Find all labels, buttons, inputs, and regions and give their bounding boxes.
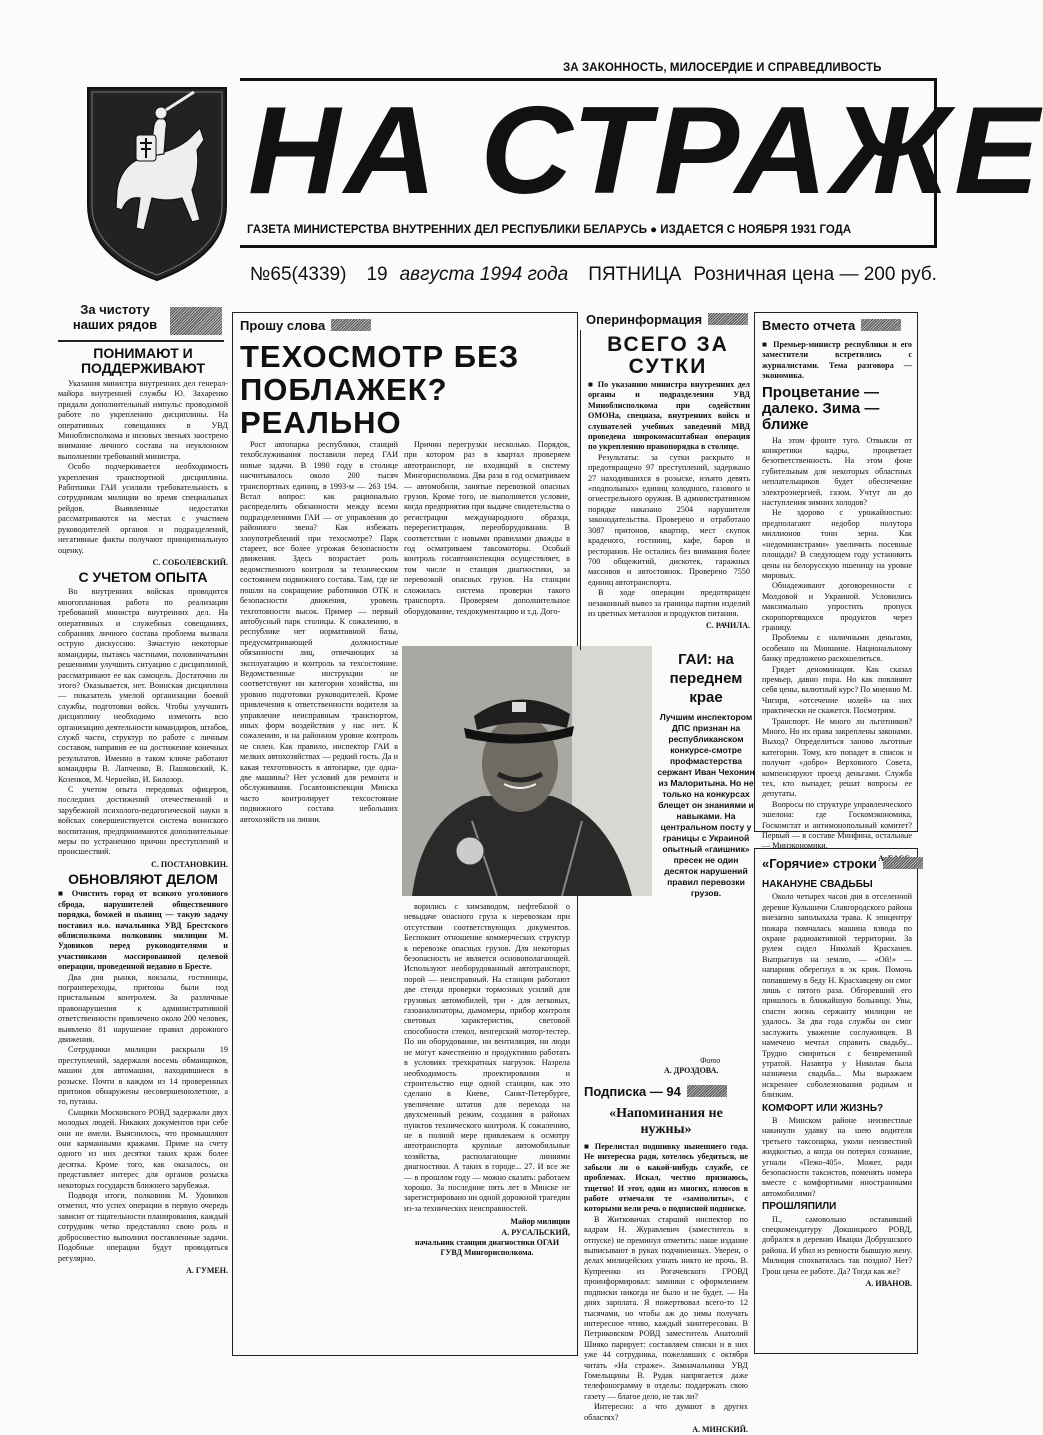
issue-number: №65(4339): [250, 264, 347, 285]
pahonia-emblem-icon: [82, 80, 232, 285]
main-sig-pos: начальник станции диагностики ОГАИ ГУВД Мингорисполкома.: [414, 1238, 560, 1258]
col1-a3-sig: А. ГУМЕН.: [186, 1265, 228, 1275]
coat-of-arms: [82, 80, 232, 285]
col1-a3-p1: Два дня рынки, вокзалы, гостиницы, погранпереходы, притоны были под пристальным контролем. За различные правонарушения к административной ответственности привлечено около 200 человек, выявлено 81 нарушение правил дорожного движения.: [58, 972, 228, 1044]
issue-weekday: ПЯТНИЦА: [588, 264, 682, 285]
main-col3a-text: Причин перегрузки несколько. Порядок, при котором раз в квартал проверяем автотранспорт, не входящий в систему Мингорисполкома. Два раза в год осматриваем — автомобили, занятые перевозкой опасных грузов. Кроме того, не выполняется условие, когда предприятия при выдаче свидетельства о регистрации международного образца, перерегистрация, переоборудовании. В соответствии с новыми правилами дважды в год осматриваем таксомоторы. Особый контроль госавтоинспекция осуществляет, в том числе и станция диагностики, за перевозкой опасных грузов. На станции сложилась система проверки такого транспорта. Проверяем дополнительное оборудование, техдокументацию и т.д. Дого-: [404, 440, 570, 616]
goryachie-sig: А. ИВАНОВ.: [865, 1279, 912, 1289]
goryachie-t3: П., самовольно оставивший спецкомендатуру Докшицкого РОВД, добрался в деревню Ивацки Добрушского района. И убил из ревности бывшую жену. Милиция спохватилась так поздно? Нет? Грош цена ее работе. Да? Тогда как же?: [762, 1214, 912, 1276]
col1-a1-sig: С. СОБОЛЕВСКИЙ.: [152, 557, 228, 567]
photo-caption-title: ГАИ: на переднем крае: [669, 651, 743, 706]
podpiska-lead: ■ Перелистал подшивку нынешнего года. Не интересна ради, хотелось убедиться, не забыли ли о какой-нибудь службе, се проблемах. Искал, честно признаюсь, тщетно! И этот, один из многих, плюсов в работе отмечали те «замполиты», с которыми вели речь о подписной подписке.: [584, 1142, 748, 1215]
main-sig-role: Майор милиции: [510, 1217, 570, 1227]
main-col3b: [404, 902, 570, 1350]
goryachie-t1: Около четырех часов дня в отселенной деревне Кульшичи Славгородского района внезапно заполыхала трава. К эпицентру пожара помчалась машина взвода по охране радиоактивной территории. За рулем сидел Николай Красханев. Выпрыгнув на землю, — «Ой!» — напарник оберегнул в эк крик. Помочь попавшему в беду Н. Красхавцеву он смог лишь с пятого раза. Обгоревший его пришлось в ближайшую больницу. Увы, спасти жизнь сержанту милиции не удалось. За два года службы он смог заслужить уважение сослуживцев. В намечено мечтал справить свадьбу... Трудно смириться с безвременной утратой. Назавтра у Николая была назначена свадьба... Мы выражаем искреннее соболезнования родным и близким.: [762, 892, 912, 1100]
photo-credit: А. ДРОЗДОВА.: [664, 1066, 719, 1075]
oper-headline: ВСЕГО ЗА СУТКИ: [607, 333, 729, 378]
podpiska-p1: В Житковичах старший инспектор по кадрам Н. Журавлевич (заместитель в отпуске) не преминул отметить: наше издание выписывают в руках подчиненных. Уверен, о делах милицейских узнать никто не прочь. В. Купреенко из Рогачевского ГРОВД проинформировал: заминки с оформлением подписки никогда не было и не будет. — На днях зарплата. Я пожертвовал всего-то 12 тысячами, но чтобы аж до зимы получать интересное чтиво, каждый заинтересован. В Петриковском РОВД заместитель Анатолий Шияко парирует: составляем списки и в них уже 44 сотрудника, пожелавших с октября читать «На страже». Замначальника УВД Гомельщины В. Рудак напрягается даже телефонограмму в отделы: поддержать свою газету — благое дело, не так ли?: [584, 1214, 748, 1401]
col1-a2-p2: С учетом опыта передовых офицеров, последних достижений отечественной и зарубежной психолого-педагогической науки в войсках совершенствуется система воинского воспитания, предпринимаются дополнительные меры по устранению причин преступлений и происшествий.: [58, 785, 228, 857]
goryachie-body: [762, 880, 912, 1348]
podpiska-p2: Интересно: а что думают в других областях?: [584, 1402, 748, 1422]
col1-a2-sig: С. ПОСТАНОВКИН.: [151, 859, 228, 869]
vmesto-p4: Проблемы с наличными деньгами, особенно на Миншине. Национальному банку предложено раскошелиться.: [762, 633, 912, 664]
main-col3b-text: ворились с химзаводом, нефтебазой о невыдаче опасного груза к неревозкам при отсутствии соответствующих документов. Беспокоит отношение коммерческих структур к перевозке опасных грузов. Для некоторых безопасность не является основополагающей. Используют необорудованный автотранспорт, порой — неисправный. На станции работают две стенда проверки тормозных усилий для грузовых автомобилей, три - для легковых, газоанализаторы, дымомеры, прибор контроля световых характеристик, световой способности стекол, венгерский мотор-тестер. По ни оборудование, ни вентиляция, ни люди не могут качественно и продуктивно работать в условиях трехкратных нагрузок. Назрела необходимость проектирования и строительство еще одной станции, как это сделано в Киеве, Санкт-Петербурге, увеличение штатов для перехода на двухсменный режим, создания в районах пунктов технического контроля. К сожалению, не в полной мере привлекаем к осмотру автотранспорта крупные автомобильные хозяйства, располагающие линиями диагностики. А таких в городе... 27. И все же — в прошлом году — можно сказать: работаем хорошо. За последние пять лет в Минске не зарегистрировано ни одной дорожной трагедии из-за технических неисправностей.: [404, 902, 570, 1213]
goryachie-h3: ПРОШЛЯПИЛИ: [762, 1201, 837, 1213]
inspector-photo: [402, 646, 652, 896]
issue-day: 19: [366, 264, 388, 285]
vmesto-p6: Транспорт. Не много ли льготников? Много. Но их права закреплены законами. Выход? Определиться заново льготные категории. Тому, кто попадет в список и получит «добро» Верховного Совета, компенсируют проезд деньгами. Служба тех, кто выпадет, решат вопросы ее депутаты.: [762, 716, 912, 799]
masthead-subtitle: ГАЗЕТА МИНИСТЕРСТВА ВНУТРЕННИХ ДЕЛ РЕСПУБЛИКИ БЕЛАРУСЬ ● ИЗДАЕТСЯ С НОЯБРЯ 1931 ГОДА: [247, 224, 852, 236]
main-col1: [240, 440, 398, 1350]
col1-a3-title: ОБНОВЛЯЮТ ДЕЛОМ: [68, 871, 218, 888]
goryachie-rubric: «Горячие» строки: [762, 856, 923, 871]
vmesto-lead: ■ Премьер-министр республики и его заместители встретились с журналистами. Тема разговора — экономика.: [762, 340, 912, 382]
podpiska-sig: А. МИНСКИЙ.: [692, 1424, 748, 1434]
issue-price: Розничная цена — 200 руб.: [693, 264, 937, 285]
col1-a3-p2: Сотрудники милиции раскрыли 19 преступлений, задержали восемь обманщиков, машин для автомашин, находившиеся в розыске. Почти в каждом из 14 проверенных притонов обнаружены несовершеннолетние, а то, путаны.: [58, 1045, 228, 1107]
podpiska-body: [584, 1142, 748, 1434]
oper-p2: В ходе операции предотвращен незаконный вывоз за границы партии изделий из цветных металлов и продуктов питания.: [588, 588, 750, 618]
col1-top-rule: [58, 340, 224, 342]
issue-line: [250, 264, 937, 286]
col1-a1-title: ПОНИМАЮТ И ПОДДЕРЖИВАЮТ: [80, 345, 206, 376]
vmesto-body: [762, 340, 912, 863]
vmesto-p2: Не здорово с урожайностью: предполагают недобор полутора миллионов тонн зерна. Как «недоминистрами» увеличить посевные площади? В следующем году установить цены на белорусскую пшеницу на уровне мировых.: [762, 508, 912, 580]
col1-a3-p4: Подводя итоги, полковник М. Удовиков отметил, что успех операции в первую очередь зависит от тщательности планирования, каждый сотрудник четко представлял свою роль и добросовестно выполнил поставленные задачи. Подобные операции будут проводиться регулярно.: [58, 1191, 228, 1263]
newspaper-title: НА СТРАЖЕ: [248, 82, 1043, 220]
vmesto-p5: Грядет деноминация. Как сказал премьер, давно пора. Но как повлияют себя цены, валютный курс? По мнению М. Чигиря, «отсечение нолей» на них практически не скажется. Посмотрим.: [762, 664, 912, 716]
col1-body: [58, 346, 228, 1366]
photo-caption-text: Лучшим инспектором ДПС признан на республиканском конкурсе-смотре профмастерства сержант Иван Чехонин из Малоритына. Но не только на конкурсах блещет он знаниями и навыками. На центральном посту у границы с Украиной опытный «гаишник» пресек не один десяток нарушений правил перевозки грузов.: [657, 712, 755, 898]
vmesto-p3: Обнадеживают договоренности с Молдовой и Украиной. Условились максимально упростить пропуск скоропортящихся продуктов через границу.: [762, 581, 912, 632]
goryachie-t2: В Минском районе неизвестные накинули удавку на шею водителя третьего таксопарка, уколи неизвестной жидкостью, а когда он потерял сознание, угнали «Пежо-405». Может, ради безопасности таксистов, поменять номера вместе с комфортными иностранными автомобилями?: [762, 1115, 912, 1198]
issue-date: августа 1994 года: [399, 264, 569, 285]
vmesto-sig: А. БАСС.: [878, 853, 912, 863]
oper-body: [588, 380, 750, 676]
col1-a1-p2: Особо подчеркивается необходимость укрепления транспортной дисциплины. Работники ГАИ усилили требовательность к сотрудникам милиции во время специальных рейдов. Выявленные недостатки рассматриваются на местах с участием руководителей органов и подразделений, негативные факты получают принципиальную оценку.: [58, 462, 228, 555]
masthead-bottom-rule: [240, 245, 937, 248]
photo-credit-label: Фото: [700, 1056, 721, 1065]
podpiska-rubric: Подписка — 94: [584, 1084, 727, 1099]
vmesto-p1: На этом фронте туго. Отвыкли от конкретики кадры, процветает безответственность. На этом фоне губительным для некоторых областных неплательщиков будет обеспечение электроэнергией, газом. Учтут ли до наступления зимних холодов?: [762, 435, 912, 508]
inspector-portrait-icon: [402, 646, 652, 896]
main-rubric: Прошу слова: [240, 318, 371, 333]
main-headline: ТЕХОСМОТР БЕЗ ПОБЛАЖЕК? РЕАЛЬНО: [240, 339, 520, 440]
col1-rubric-hatch: [170, 307, 222, 335]
vmesto-p7: Вопросы по структуре управленческого эшелона: где Госкомэкономика, Госкомстат и антимонопольный комитет? Первый — в составе Минфина, остальные — Минэкономики.: [762, 799, 912, 851]
vmesto-rubric: Вместо отчета: [762, 318, 901, 333]
goryachie-h1: НАКАНУНЕ СВАДЬБЫ: [762, 879, 873, 890]
col1-a1-p1: Указания министра внутренних дел генерал-майора внутренней службы Ю. Захаренко придали дополнительный импульс проводимой работе по укреплению дисциплины. На оперативных совещаниях в УВД Миноблисполкома и низовых звеньях заострено внимание личного состава на неуклонном выполнении требований министра.: [58, 379, 228, 461]
main-col1-text: Рост автопарка республики, станций техобслуживания поставили перед ГАИ новые задачи. В 1990 году в столице насчитывалось около 200 тысяч транспортных единиц, в 1993-м — 263 194. Встал вопрос: как рационально распределить обязанности между всеми подразделениями ГАИ — от управления до районного звена? Как избежать злоупотреблений при техосмотре? Парк стареет, все более угрожая безопасности движения. Здесь возрастает роль ведомственного контроля за техническим состоянием подвижного состава. Там, где не пошли на сокращение работников ОТК и безопасности движения, уровень техготовности высок. Пример — первый автобусный парк столицы. К сожалению, в республике нет нормативной базы, предусматривающей должностные обязанности лиц, отвечающих за эксплуатацию и контроль за техсостояние. Ведомственные инструкции не соответствуют ни категории хозяйства, ни уровню подготовки руководителей. Кроме привлечения к ответственности водителя за управление неисправным транспортом, иных форм воздействия у нас нет. К сожалению, и на районном уровне контроль не силен. Как правило, инспектор ГАИ в мелких автохозяйствах — редкий гость. Да и какая техготовность в автопарке, где одна-две машины? Нет условий для ремонта и обслуживания. Госавтоинспекция Минска часто контролирует техсостояние подвижного состава небольших автохозяйств на линии.: [240, 440, 398, 824]
col1-a2-p1: Во внутренних войсках проводится многоплановая работа по реализации требований министра внутренних дел. На оперативных и служебных совещаниях, собраниях личного состава проблема вызвала острую дискуссию. Зачастую некоторые командиры, пытаясь частными, половинчатыми решениями улучшить ситуацию с дисциплиной, рассматривают ее как самоцель. Достаточно ли этого? Оказывается, нет. Воинская дисциплина — показатель умелой организации боевой службы, подготовки войск. Чтобы улучшить дисциплину необходимо изменить всю организацию деятельности командиров, штабов, служб части, структур по работе с личным составом, направив ее на достижение конечных результатов. Именно в таком ключе работают командиры В. Лапченко, В. Пашковский, К. Козенков, М. Чернейко, И. Билозор.: [58, 587, 228, 784]
vmesto-headline: Процветание — далеко. Зима — ближе: [762, 383, 880, 433]
masthead-motto: ЗА ЗАКОННОСТЬ, МИЛОСЕРДИЕ И СПРАВЕДЛИВОСТЬ: [563, 62, 882, 74]
oper-rubric: Оперинформация: [586, 312, 748, 327]
oper-p1: Результаты: за сутки раскрыто и предотвращено 97 преступлений, задержано 27 находившихся в розыске, изъято девять «подпольных» единиц холодного, газового и огнестрельного оружия. В административном порядке наказано 2504 нарушителя законодательства. Проверено и отработано 3087 притонов, квартир, мест скупок краденого, гостиниц, кафе, баров и ресторанов. Не остались без внимания более 700 общежитий, дискотек, гаражных массивов и автостоянок. Проверено 7550 единиц автотранспорта.: [588, 452, 750, 587]
col1-a2-title: С УЧЕТОМ ОПЫТА: [78, 569, 208, 586]
goryachie-h2: КОМФОРТ ИЛИ ЖИЗНЬ?: [762, 1102, 884, 1114]
podpiska-headline: «Напоминания не нужны»: [609, 1106, 723, 1137]
oper-sig: С. РАЧИЛА.: [705, 621, 750, 631]
col1-rubric: За чистоту наших рядов: [72, 302, 158, 332]
oper-left-rule: [580, 330, 581, 650]
col1-a3-lead: ■ Очистить город от всякого уголовного сброда, нарушителей общественного порядка, бомжей и пьяниц — такую задачу поставил и.о. начальника УВД Брестского облисполкома полковник милиции М. Удовиков перед руководителями и участниками массированной целевой операции, проведенной недавно в Бресте.: [58, 889, 228, 972]
oper-lead: ■ По указанию министра внутренних дел органы и подразделения УВД Миноблисполкома при содействии ОМОНа, спецназа, внутренних войск и слушателей учебных заведений МВД проведена широкомасштабная операция по укреплению правопорядка в столице.: [588, 380, 750, 453]
masthead-top-rule: [240, 78, 937, 81]
main-col3a: [404, 440, 570, 642]
col1-a3-p3: Сыщики Московского РОВД задержали двух молодых людей. Никаких документов при себе они не имели. Выяснилось, что промышляют они карманными кражами. Приме на счету одного из них десятки таких краж более десятка. Кроме того, как оказалось, он представляет интерес для органов розыска некоторых государств ближнего зарубежья.: [58, 1107, 228, 1190]
main-sig-name: А. РУСАЛЬСКИЙ,: [501, 1227, 570, 1237]
